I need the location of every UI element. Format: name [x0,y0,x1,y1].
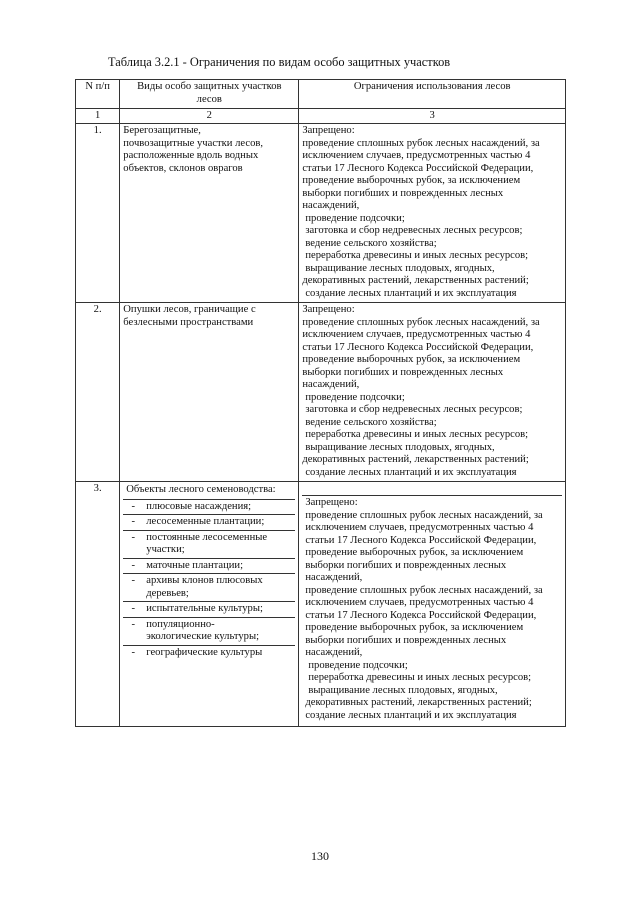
text-line: выращивание лесных плодовых, ягодных, [308,684,498,696]
text-line: выборки погибших и поврежденных лесных [302,187,504,199]
colnum-2: 2 [120,109,299,124]
text-line: декоративных растений, лекарственных растений; [302,454,529,465]
list-item [123,500,295,515]
table-row [76,482,566,727]
text-line: выращивание лесных плодовых, ягодных, [305,262,495,274]
restrictions-text [302,496,562,724]
text-line: выращивание лесных плодовых, ягодных, [305,441,495,453]
text-line: экологические культуры; [146,631,260,642]
page-number: 130 [311,849,329,863]
text-line: деревьев; [146,587,189,599]
text-line: проведение подсочки; [305,391,405,403]
text-line: географические культуры [146,646,263,658]
list-item [123,645,295,660]
empty-header-cell [302,483,562,496]
text-line: заготовка и сбор недревесных лесных ресурсов; [305,225,523,236]
area-type [120,124,299,303]
list-item [123,515,295,531]
text-line: статьи 17 Лесного Кодекса Российской Федерации, [305,609,537,621]
text-line: исключением случаев, предусмотренных частью 4 [302,329,531,340]
restrictions-table [75,79,566,727]
list-item-text [143,617,295,645]
list-item-text [143,515,295,531]
text-line: переработка древесины и иных лесных ресурсов; [305,429,529,440]
dash-bullet: - [123,558,143,574]
text-line: проведение выборочных рубок, за исключением [302,175,521,186]
text-line: маточные плантации; [146,559,244,571]
text-line: архивы клонов плюсовых [146,575,263,586]
list-item [123,574,295,602]
dash-bullet: - [131,646,136,658]
text-line: проведение сплошных рубок лесных насаждений, за [302,316,540,328]
dash-bullet: - [123,500,143,515]
dash-bullet: - [123,515,143,531]
text-line: создание лесных плантаций и их эксплуатация [305,709,517,721]
text-line: выборки погибших и поврежденных лесных [305,559,507,571]
list-item-text [143,645,295,660]
text-line: выборки погибших и поврежденных лесных [305,634,507,646]
text-line: проведение подсочки; [305,212,405,224]
header-num: N п/п [76,80,120,109]
dash-bullet: - [123,574,143,602]
text-line: декоративных растений, лекарственных растений; [302,275,529,286]
column-number-row [76,109,566,124]
list-item-text [143,530,295,558]
text-line: объектов, склонов оврагов [123,162,243,174]
colnum-1: 1 [76,109,120,124]
row-number: 3. [76,482,120,727]
restrictions-cell [299,482,566,727]
text-line: переработка древесины и иных лесных ресурсов; [308,672,532,683]
text-line: статьи 17 Лесного Кодекса Российской Федерации, [302,162,534,174]
text-line: создание лесных плантаций и их эксплуатация [305,287,517,299]
text-line: почвозащитные участки лесов, [123,137,264,149]
text-line: лесосеменные плантации; [146,516,265,527]
restrictions-text [299,303,566,482]
list-item [123,602,295,618]
text-line: Берегозащитные, [123,125,201,136]
list-item-text [143,500,295,515]
text-line: выборки погибших и поврежденных лесных [302,366,504,378]
table-header-row [76,80,566,109]
text-line: проведение подсочки; [308,659,408,671]
list-item [123,558,295,574]
text-line: проведение сплошных рубок лесных насаждений, за [302,137,540,149]
text-line: расположенные вдоль водных [123,150,259,161]
text-line: плюсовые насаждения; [146,500,252,512]
colnum-3: 3 [299,109,566,124]
dash-bullet: - [123,602,143,618]
text-line: насаждений, [302,200,360,211]
area-type [120,303,299,482]
text-line: проведение сплошных рубок лесных насаждений, за [305,509,543,521]
text-line: Запрещено: [305,497,358,508]
text-line: насаждений, [302,379,360,390]
list-item [123,530,295,558]
list-item-text [143,558,295,574]
text-line: насаждений, [305,647,363,658]
dash-bullet: - [123,530,143,558]
text-line: проведение выборочных рубок, за исключением [305,622,524,633]
text-line: популяционно- [146,618,215,630]
seed-objects-cell [120,482,299,727]
text-line: участки; [146,544,185,555]
text-line: проведение выборочных рубок, за исключением [305,547,524,558]
text-line: заготовка и сбор недревесных лесных ресурсов; [305,404,523,415]
text-line: Запрещено: [302,125,355,136]
restrictions-text [299,124,566,303]
list-item-text [143,574,295,602]
dash-bullet: - [123,617,143,645]
table-row [76,303,566,482]
text-line: исключением случаев, предусмотренных частью 4 [302,150,531,161]
list-item-text [143,602,295,618]
table-caption: Таблица 3.2.1 - Ограничения по видам особо защитных участков [108,55,451,69]
text-line: декоративных растений, лекарственных растений; [305,697,532,708]
text-line: проведение сплошных рубок лесных насаждений, за [305,584,543,596]
row-number: 2. [76,303,120,482]
list-item [123,617,295,645]
text-line: исключением случаев, предусмотренных частью 4 [305,597,534,608]
text-line: безлесными пространствами [123,316,254,328]
text-line: переработка древесины и иных лесных ресурсов; [305,250,529,261]
text-line: исключением случаев, предусмотренных частью 4 [305,522,534,533]
text-line: статьи 17 Лесного Кодекса Российской Федерации, [302,341,534,353]
text-line: ведение сельского хозяйства; [305,237,437,249]
seed-objects-title: Объекты лесного семеноводства: [123,483,295,500]
text-line: статьи 17 Лесного Кодекса Российской Федерации, [305,534,537,546]
text-line: насаждений, [305,572,363,583]
text-line: создание лесных плантаций и их эксплуатация [305,466,517,478]
text-line: ведение сельского хозяйства; [305,416,437,428]
header-restrictions: Ограничения использования лесов [299,80,566,109]
text-line: Запрещено: [302,304,355,315]
header-type: Виды особо защитных участков лесов [120,80,299,109]
text-line: проведение выборочных рубок, за исключением [302,354,521,365]
text-line: Опушки лесов, граничащие с [123,304,256,315]
seed-objects-list [123,500,295,661]
text-line: постоянные лесосеменные [146,531,268,543]
text-line: испытательные культуры; [146,603,263,614]
row-number: 1. [76,124,120,303]
table-row [76,124,566,303]
